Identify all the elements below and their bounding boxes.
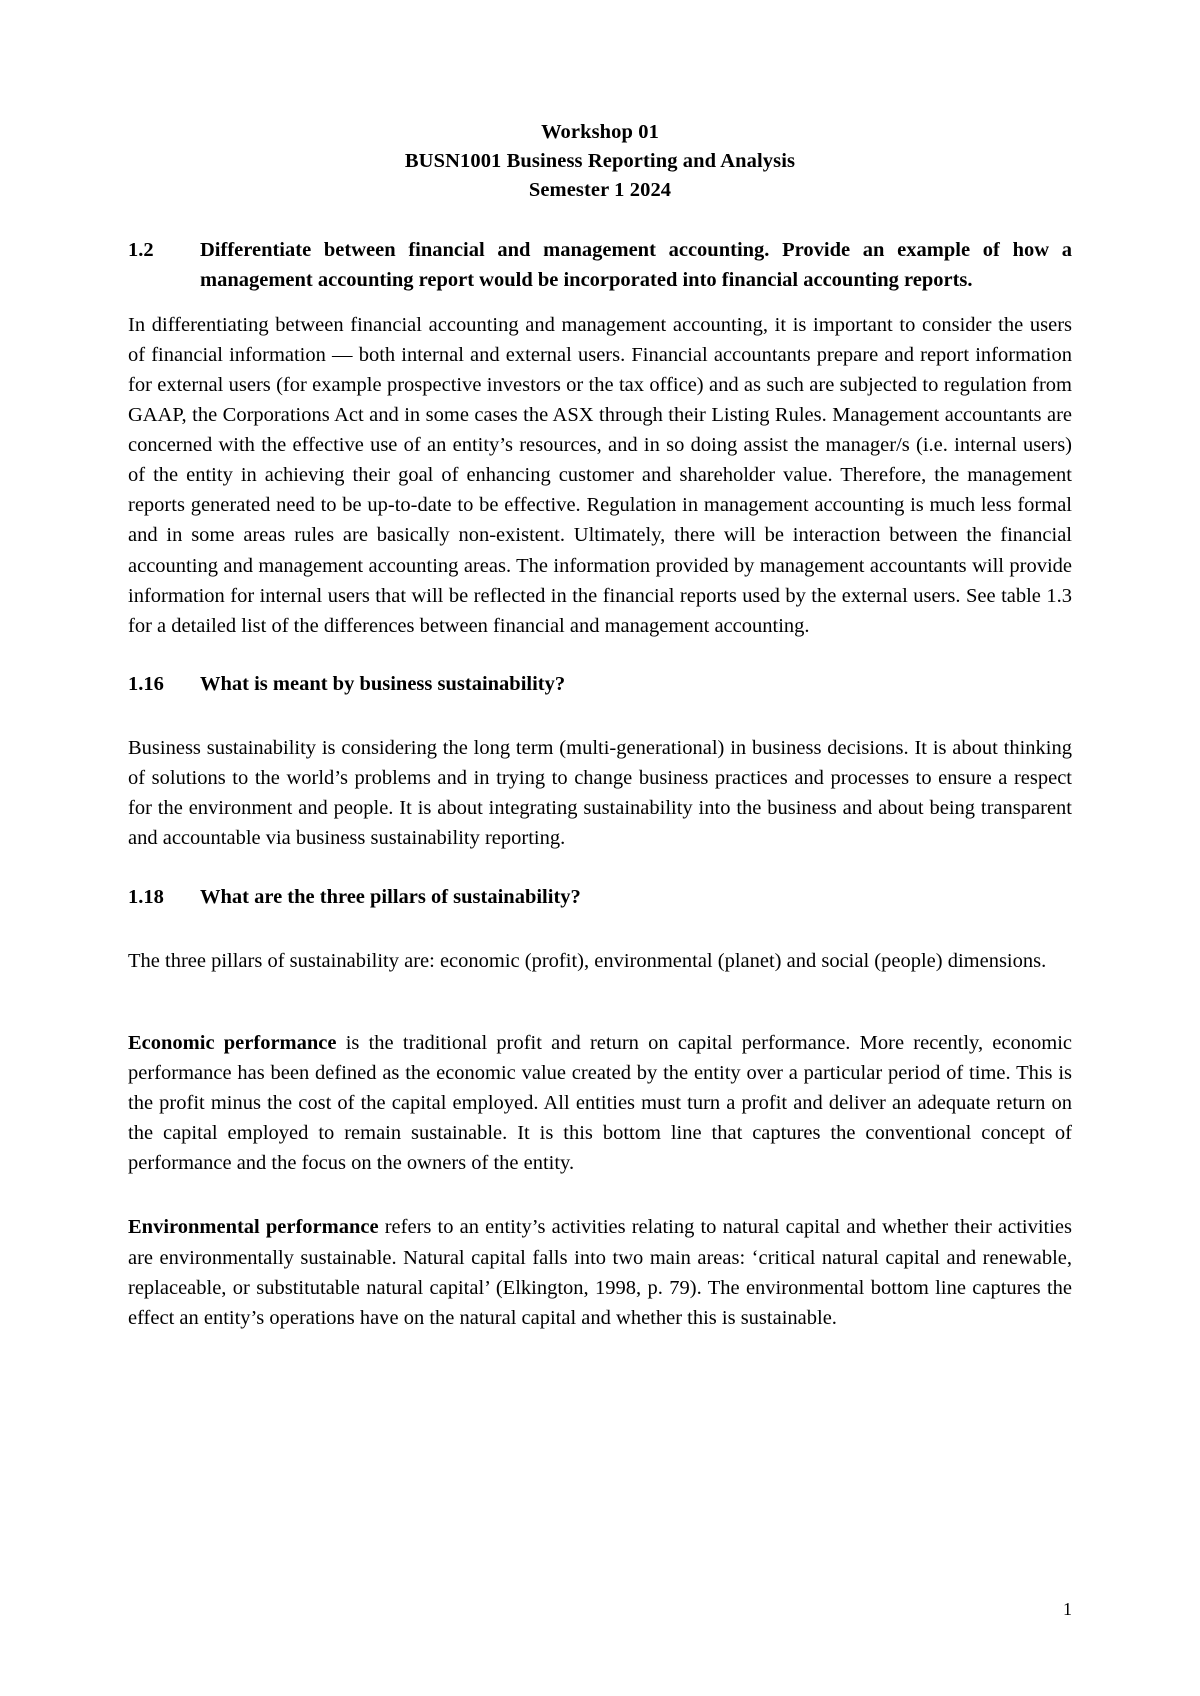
title-line-workshop: Workshop 01 <box>541 121 659 143</box>
answer-1-2: In differentiating between financial accounting and management accounting, it is important to consider the users of financial information — both internal and external users. Financial accountants prepare and report information for external users (for example prospective investors or the tax office) and as such are subjected to regulation from GAAP, the Corporations Act and in some cases the ASX through their Listing Rules. Management accountants are concerned with the effective use of an entity’s resources, and in so doing assist the manager/s (i.e. internal users) of the entity in achieving their goal of enhancing customer and shareholder value. Therefore, the management reports generated need to be up-to-date to be effective. Regulation in management accounting is much less formal and in some areas rules are basically non-existent. Ultimately, there will be interaction between the financial accounting and management accounting areas. The information provided by management accountants will provide information for internal users that will be reflected in the financial reports used by the external users. See table 1.3 for a detailed list of the differences between financial and management accounting. <box>128 313 1072 637</box>
answer-1-18: The three pillars of sustainability are: economic (profit), environmental (planet) and social (people) dimensions. <box>128 949 1047 972</box>
document-title <box>128 118 1072 205</box>
pillar-body-text: is the traditional profit and return on capital performance. More recently, economic performance has been defined as the economic value created by the entity over a particular period of time. This is the profit minus the cost of the capital employed. All entities must turn a profit and deliver an adequate return on the capital employed to remain sustainable. It is this bottom line that captures the conventional concept of performance and the focus on the owners of the entity. <box>128 1031 1072 1175</box>
question-number: 1.18 <box>128 885 164 908</box>
page-number: 1 <box>1063 1599 1072 1619</box>
answer-1-16: Business sustainability is considering the long term (multi-generational) in business decisions. It is about thinking of solutions to the world’s problems and in trying to change business practices and processes to ensure a respect for the environment and people. It is about integrating sustainability into the business and about being transparent and accountable via business sustainability reporting. <box>128 737 1072 850</box>
pillar-lead-label: Economic performance <box>128 1031 337 1054</box>
question-prompt: What is meant by business sustainability? <box>200 672 566 695</box>
pillar-lead-label: Environmental performance <box>128 1216 379 1239</box>
question-number: 1.16 <box>128 672 164 695</box>
question-heading-1-16 <box>128 669 1072 699</box>
pillar-environmental-performance <box>128 1212 1072 1333</box>
title-line-semester: Semester 1 2024 <box>528 179 672 202</box>
pillar-body-text: refers to an entity’s activities relating to natural capital and whether their activities are environmentally sustainable. Natural capital falls into two main areas: ‘critical natural capital and renewable, replaceable, or substitutable natural capital’ (Elkington, 1998, p. 79). The environmental bottom line captures the effect an entity’s operations have on the natural capital and whether this is sustainable. <box>128 1216 1073 1329</box>
question-prompt: Differentiate between financial and management accounting. Provide an example of how a management accounting report would be incorporated into financial accounting reports. <box>200 239 1072 292</box>
question-prompt: What are the three pillars of sustainability? <box>200 885 581 908</box>
pillar-economic-performance <box>128 1028 1072 1179</box>
question-heading-1-18 <box>128 882 1072 912</box>
question-number: 1.2 <box>128 239 154 262</box>
title-line-course: BUSN1001 Business Reporting and Analysis <box>404 150 796 173</box>
question-heading-1-2 <box>128 235 1072 295</box>
